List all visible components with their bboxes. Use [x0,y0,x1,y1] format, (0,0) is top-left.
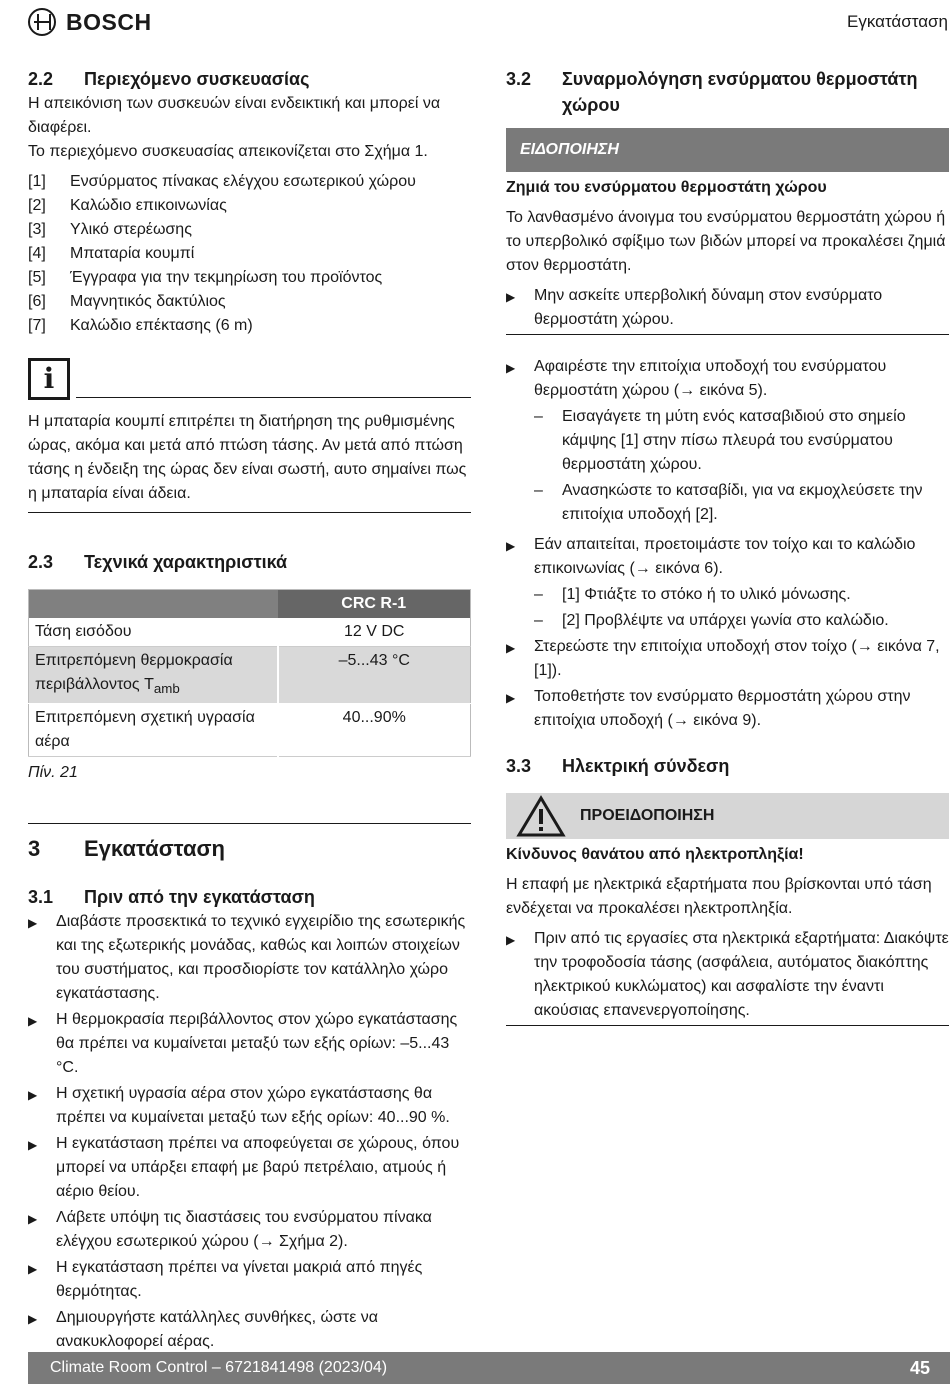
table-caption: Πίν. 21 [28,763,78,781]
substep-item [534,583,949,607]
bullet-arrow-icon: ▶ [28,1261,38,1276]
info-note-text: Η μπαταρία κουμπί επιτρέπει τη διατήρηση της ρυθμισμένης ώρας, ακόμα και μετά από πτώση τάσης. Αν μετά από πτώση τάσης η ένδειξη της ώρας δεν είναι σωστή, αυτο σημαίνει πως η μπαταρία είναι άδεια. [28,413,467,502]
bullet-text: Τοποθετήστε τον ενσύρματο θερμοστάτη χώρου στην επιτοίχια υποδοχή (→ εικόνα 9). [534,688,911,729]
bullet-item [506,284,949,332]
step-2-substeps [534,583,949,633]
table-cell-label: Επιτρεπόμενη σχετική υγρασία αέρα [29,703,278,756]
table-row [29,646,471,703]
substep-text: [1] Φτιάξτε το στόκο ή το υλικό μόνωσης. [562,586,851,603]
section-title: Πριν από την εγκατάσταση [84,886,315,907]
notice-text: Το λανθασμένο άνοιγμα του ενσύρματου θερμοστάτη χώρου ή το υπερβολικό σφίξιμο των βιδών μπορεί να προκαλέσει ζημιά στον θερμοστάτη. [506,209,946,274]
substep-item [534,479,949,527]
item-text: Υλικό στερέωσης [70,221,192,238]
item-text: Μαγνητικός δακτύλιος [70,293,226,310]
bullet-text: Αφαιρέστε την επιτοίχια υποδοχή του ενσύρματου θερμοστάτη χώρου (→ εικόνα 5). [534,358,887,399]
bullet-text: Η εγκατάσταση πρέπει να γίνεται μακριά από πηγές θερμότητας. [56,1258,423,1300]
right-column [506,64,949,1026]
list-item [28,194,471,218]
section-number: 2.2 [28,69,54,89]
bullet-arrow-icon: ▶ [506,641,516,655]
bullet-arrow-icon: ▶ [28,1013,38,1028]
mounting-steps [506,533,949,581]
warning-bullets [506,927,949,1023]
page-number: 45 [909,1358,930,1378]
list-item [28,218,471,242]
info-icon: i [28,358,70,400]
bullet-arrow-icon: ▶ [506,539,516,553]
bullet-text: Η εγκατάσταση πρέπει να αποφεύγεται σε χώρους, όπου μπορεί να υπάρξει επαφή με βαρύ πετρέλαιο, ατμούς ή αέριο θείου. [56,1134,460,1200]
substep-text: [2] Προβλέψτε να υπάρχει γωνία στο καλώδιο. [562,612,889,629]
page-header [28,6,950,38]
item-index: [5] [28,269,46,286]
bullet-arrow-icon: ▶ [506,290,516,304]
item-index: [3] [28,221,46,238]
brand-name: BOSCH [66,9,152,35]
bullet-text: Εάν απαιτείται, προετοιμάστε τον τοίχο και το καλώδιο επικοινωνίας (→ εικόνα 6). [534,536,916,577]
bullet-arrow-icon: ▶ [506,933,516,947]
left-column [28,64,471,1356]
bullet-item [28,1082,471,1130]
bullet-item [506,533,949,581]
notice-bullets [506,284,949,332]
section-title: Τεχνικά χαρακτηριστικά [84,552,288,572]
divider [76,397,471,398]
bullet-item [506,927,949,1023]
item-text: Καλώδιο επικοινωνίας [70,197,227,214]
substep-item [534,609,949,633]
dash-marker: – [534,482,543,499]
bullet-arrow-icon: ▶ [28,1211,38,1226]
bullet-text: Δημιουργήστε κατάλληλες συνθήκες, ώστε να ανακυκλοφορεί αέρας. [56,1308,379,1350]
warning-banner [506,793,949,839]
footer-document-title: Climate Room Control – 6721841498 (2023/04) [50,1359,388,1376]
warning-subtitle: Κίνδυνος θανάτου από ηλεκτροπληξία! [506,846,804,863]
chapter-title: Εγκατάσταση [84,835,225,861]
divider [506,1025,949,1026]
substep-item [534,405,949,477]
bullet-text: Στερεώστε την επιτοίχια υποδοχή στον τοίχο (→ εικόνα 7, [1]). [534,638,940,679]
paragraph: Η απεικόνιση των συσκευών είναι ενδεικτική και μπορεί να διαφέρει. [28,95,441,136]
warning-text: Η επαφή με ηλεκτρικά εξαρτήματα που βρίσκονται υπό τάση ενδέχεται να προκαλέσει ηλεκτροπληξία. [506,876,932,917]
list-item [28,242,471,266]
bullet-item [28,1256,471,1304]
bullet-text: Διαβάστε προσεκτικά το τεχνικό εγχειρίδιο της εσωτερικής και της εξωτερικής μονάδας, καθώς και λοιπών στοιχείων του συστήματος, και προσδιορίστε τον κατάλληλο χώρο εγκατάστασης. [56,912,466,1002]
bullet-arrow-icon: ▶ [28,915,38,930]
bullet-item [28,1008,471,1080]
divider [506,334,949,335]
list-item [28,290,471,314]
bullet-item [506,635,949,683]
section-title: Ηλεκτρική σύνδεση [562,756,730,776]
label-subscript: amb [153,680,180,696]
bullet-text: Πριν από τις εργασίες στα ηλεκτρικά εξαρτήματα: Διακόψτε την τροφοδοσία τάσης (ασφάλεια, αυτόματος διακόπτης ηλεκτρικού κυκλώματος) και ασφαλίστε την έναντι ακούσιας επανενεργοποίησης. [534,930,949,1019]
section-number: 2.3 [28,552,54,572]
paragraph: Το περιεχόμενο συσκευασίας απεικονίζεται στο Σχήμα 1. [28,143,428,160]
table-cell-label: Τάση εισόδου [29,618,278,647]
bullet-item [28,1306,471,1354]
bullet-text: Λάβετε υπόψη τις διαστάσεις του ενσύρματου πίνακα ελέγχου εσωτερικού χώρου (→ Σχήμα 2). [56,1208,432,1250]
item-text: Ενσύρματος πίνακας ελέγχου εσωτερικού χώρου [70,173,416,190]
chapter-number: 3 [28,835,41,861]
bosch-armature-icon [28,8,56,36]
table-row [29,703,471,756]
item-index: [4] [28,245,46,262]
chapter-3-heading [28,834,471,864]
bullet-text: Η σχετική υγρασία αέρα στον χώρο εγκατάστασης θα πρέπει να κυμαίνεται μεταξύ των εξής ορίων: 40...90 %. [56,1084,450,1126]
section-2-2-heading [28,66,471,92]
step-1-substeps [534,405,949,527]
section-number: 3.3 [506,756,532,776]
dash-marker: – [534,586,543,603]
table-row [29,618,471,647]
mounting-steps [506,635,949,733]
info-note-header [28,358,471,400]
label-text: Επιτρεπόμενη θερμοκρασία περιβάλλοντος T [35,651,233,693]
tech-spec-table [28,589,471,757]
item-text: Καλώδιο επέκτασης (6 m) [70,317,253,334]
chapter-divider [28,823,471,824]
bosch-logo [28,8,152,36]
bullet-item [28,910,471,1006]
list-item [28,314,471,338]
table-cell-value: 12 V DC [278,618,471,647]
bullet-arrow-icon: ▶ [28,1087,38,1102]
bullet-arrow-icon: ▶ [506,361,516,375]
divider [28,512,471,513]
bullet-item [506,685,949,733]
table-header-blank [29,590,278,618]
bullet-text: Μην ασκείτε υπερβολική δύναμη στον ενσύρματο θερμοστάτη χώρου. [534,287,883,328]
item-index: [2] [28,197,46,214]
warning-triangle-icon [516,795,566,837]
notice-subtitle: Ζημιά του ενσύρματου θερμοστάτη χώρου [506,179,827,196]
dash-marker: – [534,612,543,629]
page-footer [28,1352,950,1384]
item-text: Έγγραφα για την τεκμηρίωση του προϊόντος [70,269,383,286]
section-3-2-heading [506,66,949,118]
package-contents-list [28,170,471,338]
item-index: [1] [28,173,46,190]
section-number: 3.2 [506,69,532,89]
mounting-steps [506,355,949,403]
section-title: Συναρμολόγηση ενσύρματου θερμοστάτη χώρου [562,69,918,115]
item-index: [6] [28,293,46,310]
pre-install-bullets [28,910,471,1354]
table-cell-value: 40...90% [278,703,471,756]
warning-label: ΠΡΟΕΙΔΟΠΟΙΗΣΗ [580,807,715,824]
section-3-3-heading [506,753,949,779]
bullet-arrow-icon: ▶ [28,1137,38,1152]
substep-text: Εισαγάγετε τη μύτη ενός κατσαβιδιού στο σημείο κάμψης [1] στην πίσω πλευρά του ενσύρματου θερμοστάτη χώρου. [562,408,906,473]
list-item [28,170,471,194]
section-number: 3.1 [28,886,54,907]
substep-text: Ανασηκώστε το κατσαβίδι, για να εκμοχλεύσετε την επιτοίχια υποδοχή [2]. [562,482,923,523]
table-header-row [29,590,471,618]
notice-banner: ΕΙΔΟΠΟΙΗΣΗ [506,128,949,172]
table-cell-value: –5...43 °C [278,646,471,703]
table-cell-label [29,646,278,703]
section-title: Περιεχόμενο συσκευασίας [84,69,310,89]
bullet-item [506,355,949,403]
table-header-model: CRC R-1 [278,590,471,618]
section-2-3-heading [28,549,471,575]
item-index: [7] [28,317,46,334]
section-3-1-heading [28,884,471,910]
dash-marker: – [534,408,543,425]
item-text: Μπαταρία κουμπί [70,245,195,262]
running-section-title: Εγκατάσταση [846,12,948,31]
bullet-arrow-icon: ▶ [28,1311,38,1326]
list-item [28,266,471,290]
bullet-item [28,1132,471,1204]
bullet-arrow-icon: ▶ [506,691,516,705]
bullet-text: Η θερμοκρασία περιβάλλοντος στον χώρο εγκατάστασης θα πρέπει να κυμαίνεται μεταξύ των εξής ορίων: –5...43 °C. [56,1010,458,1076]
bullet-item [28,1206,471,1254]
